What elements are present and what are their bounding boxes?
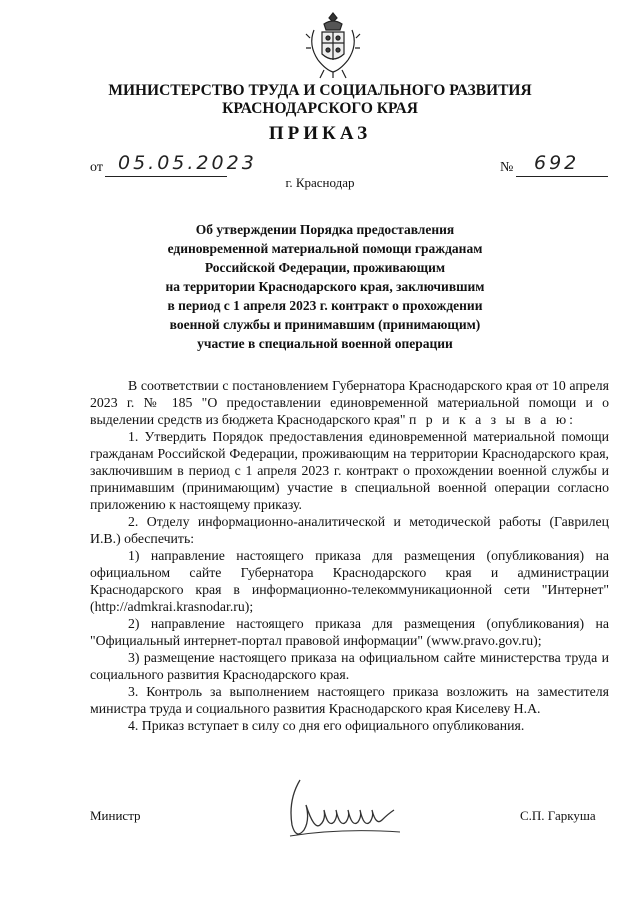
ministry-name (80, 82, 560, 118)
subject-line: на территории Краснодарского края, заключившим (165, 279, 485, 294)
date-prefix: от (90, 160, 103, 175)
subject-line: Об утверждении Порядка предоставления (195, 222, 455, 237)
item-4: 4. Приказ вступает в силу со дня его официального опубликования. (128, 718, 525, 733)
signer-title: Министр (90, 808, 141, 823)
signer-name: С.П. Гаркуша (520, 808, 596, 823)
subject-line: военной службы и принимавшим (принимающим) (169, 317, 481, 332)
item-1: 1. Утвердить Порядок предоставления единовременной материальной помощи гражданам Российской Федерации, проживающим на территории Краснодарского края, заключившим в период с 1 апреля 2023 г. контракт о прохождении военной службы и принимавшим (принимающим) участие в специальной военной операции согласно приложению к настоящему приказу. (90, 429, 609, 512)
document-type: ПРИКАЗ (268, 123, 372, 144)
item-2: 2. Отделу информационно-аналитической и методической работы (Гаврилец И.В.) обеспечить: (90, 514, 609, 546)
order-word: п р и к а з ы в а ю: (408, 412, 576, 427)
handwritten-signature (270, 770, 410, 850)
subject-line: в период с 1 апреля 2023 г. контракт о прохождении (167, 298, 483, 313)
coat-of-arms-icon (304, 10, 362, 80)
city: г. Краснодар (285, 175, 355, 190)
subject-line: единовременной материальной помощи гражданам (167, 241, 483, 256)
document-subject (100, 220, 550, 353)
item-3: 3. Контроль за выполнением настоящего приказа возложить на заместителя министра труда и социального развития Краснодарского края Киселеву Н.А. (90, 684, 609, 716)
number-prefix: № (500, 160, 514, 175)
item-2-2: 2) направление настоящего приказа для размещения (опубликования) на "Официальный интернет-портал правовой информации" (www.pravo.gov.ru); (90, 616, 609, 648)
document-body (90, 377, 609, 734)
item-2-3: 3) размещение настоящего приказа на официальном сайте министерства труда и социального развития Краснодарского края. (90, 650, 609, 682)
ministry-line-2: КРАСНОДАРСКОГО КРАЯ (222, 100, 418, 117)
number-value: 692 (534, 152, 580, 174)
ministry-line-1: МИНИСТЕРСТВО ТРУДА И СОЦИАЛЬНОГО РАЗВИТИЯ (108, 82, 532, 99)
intro-paragraph (90, 377, 609, 428)
item-2-1: 1) направление настоящего приказа для размещения (опубликования) на официальном сайте Губернатора Краснодарского края и администрации Краснодарского края в информационно-телекоммуникационной сети "Интернет" (http://admkrai.krasnodar.ru); (90, 548, 609, 614)
date-value: 05.05.2023 (118, 152, 257, 174)
subject-line: Российской Федерации, проживающим (204, 260, 446, 275)
intro-text: В соответствии с постановлением Губернатора Краснодарского края от 10 апреля 2023 г. № 185 "О предоставлении единовременной материальной помощи и о выделении средств из бюджета Краснодарского края" (90, 378, 609, 427)
subject-line: участие в специальной военной операции (197, 336, 453, 351)
